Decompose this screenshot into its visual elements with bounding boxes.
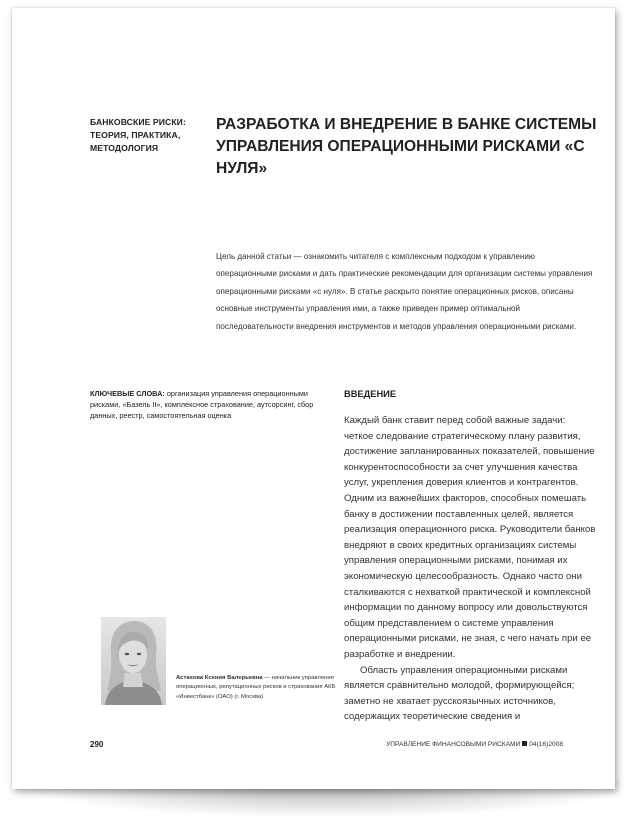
square-separator-icon (522, 741, 527, 746)
lead-paragraph: Цель данной статьи — ознакомить читателя с комплексным подходом к управлению операционными рисками и дать практические рекомендации для организации системы управления операционными рисками «с нуля». В статье раскрыто понятие операционных рисков, описаны основные инструменты управления ими, а также приведен пример оптимальной последовательности внедрения инструментов и методов управления операционными рисками. (216, 252, 593, 331)
keywords-label: КЛЮЧЕВЫЕ СЛОВА: (90, 389, 165, 398)
intro-body (344, 413, 596, 725)
running-footer (386, 741, 563, 748)
section-tag: БАНКОВСКИЕ РИСКИ: ТЕОРИЯ, ПРАКТИКА, МЕТОДОЛОГИЯ (90, 117, 186, 153)
issue-number: 04(16)2008 (529, 741, 563, 748)
journal-name: УПРАВЛЕНИЕ ФИНАНСОВЫМИ РИСКАМИ (386, 741, 521, 748)
intro-paragraph-2: Область управления операционными рисками является сравнительно молодой, формирующейся; заметно не хватает русскоязычных источников, содержащих теоретические сведения и (344, 664, 575, 723)
author-photo (101, 617, 166, 705)
author-description: — начальник управления операционных, репутационных рисков и страхования АКБ «Инвестбанк» (ОАО) (г. Москва) (176, 675, 336, 700)
article-title: РАЗРАБОТКА И ВНЕДРЕНИЕ В БАНКЕ СИСТЕМЫ УПРАВЛЕНИЯ ОПЕРАЦИОННЫМИ РИСКАМИ «С НУЛЯ» (216, 116, 597, 177)
author-name: Астахова Ксения Валерьевна (176, 675, 263, 681)
keywords-block (90, 388, 335, 421)
article-page (12, 8, 615, 789)
page-number: 290 (90, 740, 104, 749)
intro-paragraph-1: Каждый банк ставит перед собой важные задачи: четкое следование стратегическому плану развития, достижение запланированных показателей, повышение конкурентоспособности за счет улучшения качества услуг, укрепления доверия клиентов и контрагентов. Одним из важнейших факторов, способных помешать банку в достижении поставленных целей, является реализация операционного риска. Руководители банков внедряют в своих кредитных организациях системы управления операционными рисками, понимая их экономическую целесообразность. Однако часто они сталкиваются с нехваткой практической и комплексной информации по данному вопросу или довольствуются общим представлением о системе управления операционными рисками, не зная, с чего начать при ее разработке и внедрении. (344, 415, 596, 660)
author-caption (176, 674, 336, 702)
author-portrait-image (101, 617, 166, 705)
keywords-text: организация управления операционными рисками, «Базель II», комплексное страхование, аутсорсинг, сбор данных, реестр, самостоятельная оценка (90, 389, 314, 420)
intro-heading: ВВЕДЕНИЕ (344, 389, 397, 399)
